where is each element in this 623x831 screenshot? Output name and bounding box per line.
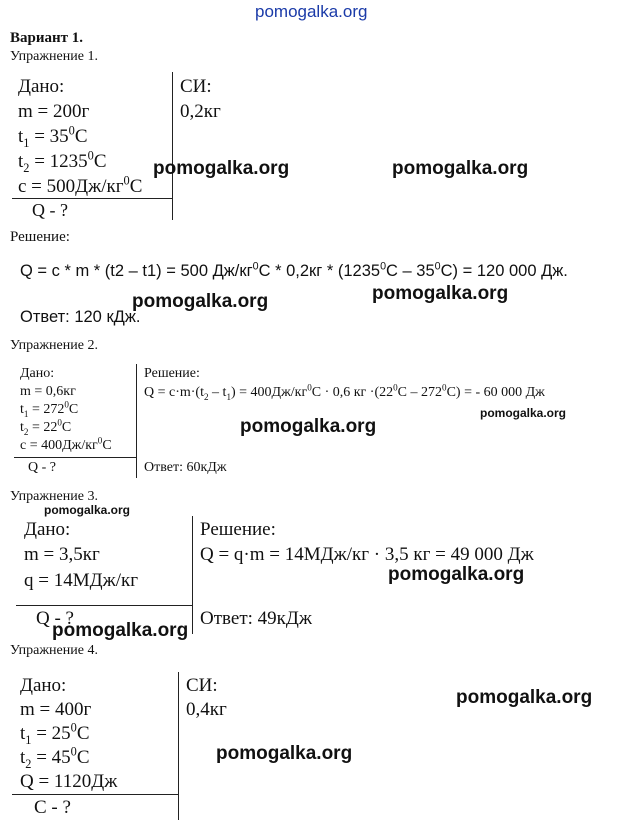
ex4-mass: m = 400г [20,699,92,720]
watermark: pomogalka.org [216,743,353,764]
ex1-t1: $t_1 = 35^0C$ [18,123,88,150]
watermark: pomogalka.org [52,620,189,641]
ex1-solution-label: Решение: [10,229,70,245]
ex1-title: Упражнение 1. [10,49,98,64]
ex1-dano: Дано: [18,76,65,97]
ex1-formula: Q = c * m * (t2 – t1) = 500 $Дж/кг^0С * 0,2кг * (1235^0С - 35^0С) = 120$ 000 Дж. [20,260,568,280]
ex2-dano: Дано: [20,366,55,381]
ex4-dano: Дано: [20,675,67,696]
ex1-find: Q - ? [32,200,68,220]
ex4-si-title: СИ: [186,675,218,696]
ex1-si-title: СИ: [180,76,212,97]
ex2-vertical-rule [136,364,137,478]
watermark: pomogalka.org [240,416,377,437]
ex4-vertical-rule [178,672,179,820]
ex1-si-value: 0,2кг [180,101,221,122]
ex1-divider [12,198,172,199]
ex2-c: $c = 400Дж/кг^0C$ [20,435,112,453]
ex2-t1: $t_1 = 272^0C$ [20,399,79,419]
ex1-mass: m = 200г [18,101,90,122]
ex3-find: Q - ? [36,608,74,629]
ex1-c: $c = 500Дж/кг^0C$ [18,173,143,197]
ex3-divider [16,605,192,606]
watermark: pomogalka.org [153,158,290,179]
watermark: pomogalka.org [456,687,593,708]
ex3-q: q = 14МДж/кг [24,570,138,591]
ex2-solution-label: Решение: [144,366,200,381]
ex4-t1: $t_1 = 25^0C$ [20,720,90,747]
ex3-title: Упражнение 3. [10,489,98,504]
ex2-find: Q - ? [28,460,56,475]
ex1-answer: Ответ: 120 кДж. [20,308,141,326]
ex4-q: Q = 1120Дж [20,771,118,792]
watermark: pomogalka.org [480,406,567,420]
ex3-dano: Дано: [24,519,71,540]
ex4-divider [12,794,178,795]
ex3-answer: Ответ: 49кДж [200,608,312,629]
ex2-answer: Ответ: 60кДж [144,460,227,475]
watermark: pomogalka.org [392,158,529,179]
watermark: pomogalka.org [388,564,525,585]
ex2-mass: m = 0,6кг [20,384,76,399]
ex3-mass: m = 3,5кг [24,544,100,565]
watermark: pomogalka.org [44,503,131,517]
ex3-formula: Q = q·m = 14МДж/кг · 3,5 кг = 49 000 Дж [200,544,534,565]
ex3-solution-label: Решение: [200,519,276,540]
ex4-find: C - ? [34,797,71,818]
ex2-formula: $Q = c\cdot m\cdot(t_2 - t_1) = 400Дж/кг^0C \cdot 0,6$ кг $\cdot(22^0C - 272^0C)$ = - 60 000 Дж [144,382,545,402]
watermark: pomogalka.org [132,291,269,312]
watermark: pomogalka.org [372,283,509,304]
variant-title: Вариант 1. [10,30,84,46]
ex4-si-value: 0,4кг [186,699,227,720]
ex3-vertical-rule [192,516,193,634]
ex2-divider [14,457,136,458]
ex4-t2: $t_2 = 45^0C$ [20,744,90,771]
ex1-t2: $t_2 = 1235^0C$ [18,148,107,175]
ex2-t2: $t_2 = 22^0C$ [20,417,72,437]
ex1-vertical-rule [172,72,173,220]
ex2-title: Упражнение 2. [10,338,98,353]
header-watermark: pomogalka.org [255,2,368,21]
ex4-title: Упражнение 4. [10,643,98,658]
